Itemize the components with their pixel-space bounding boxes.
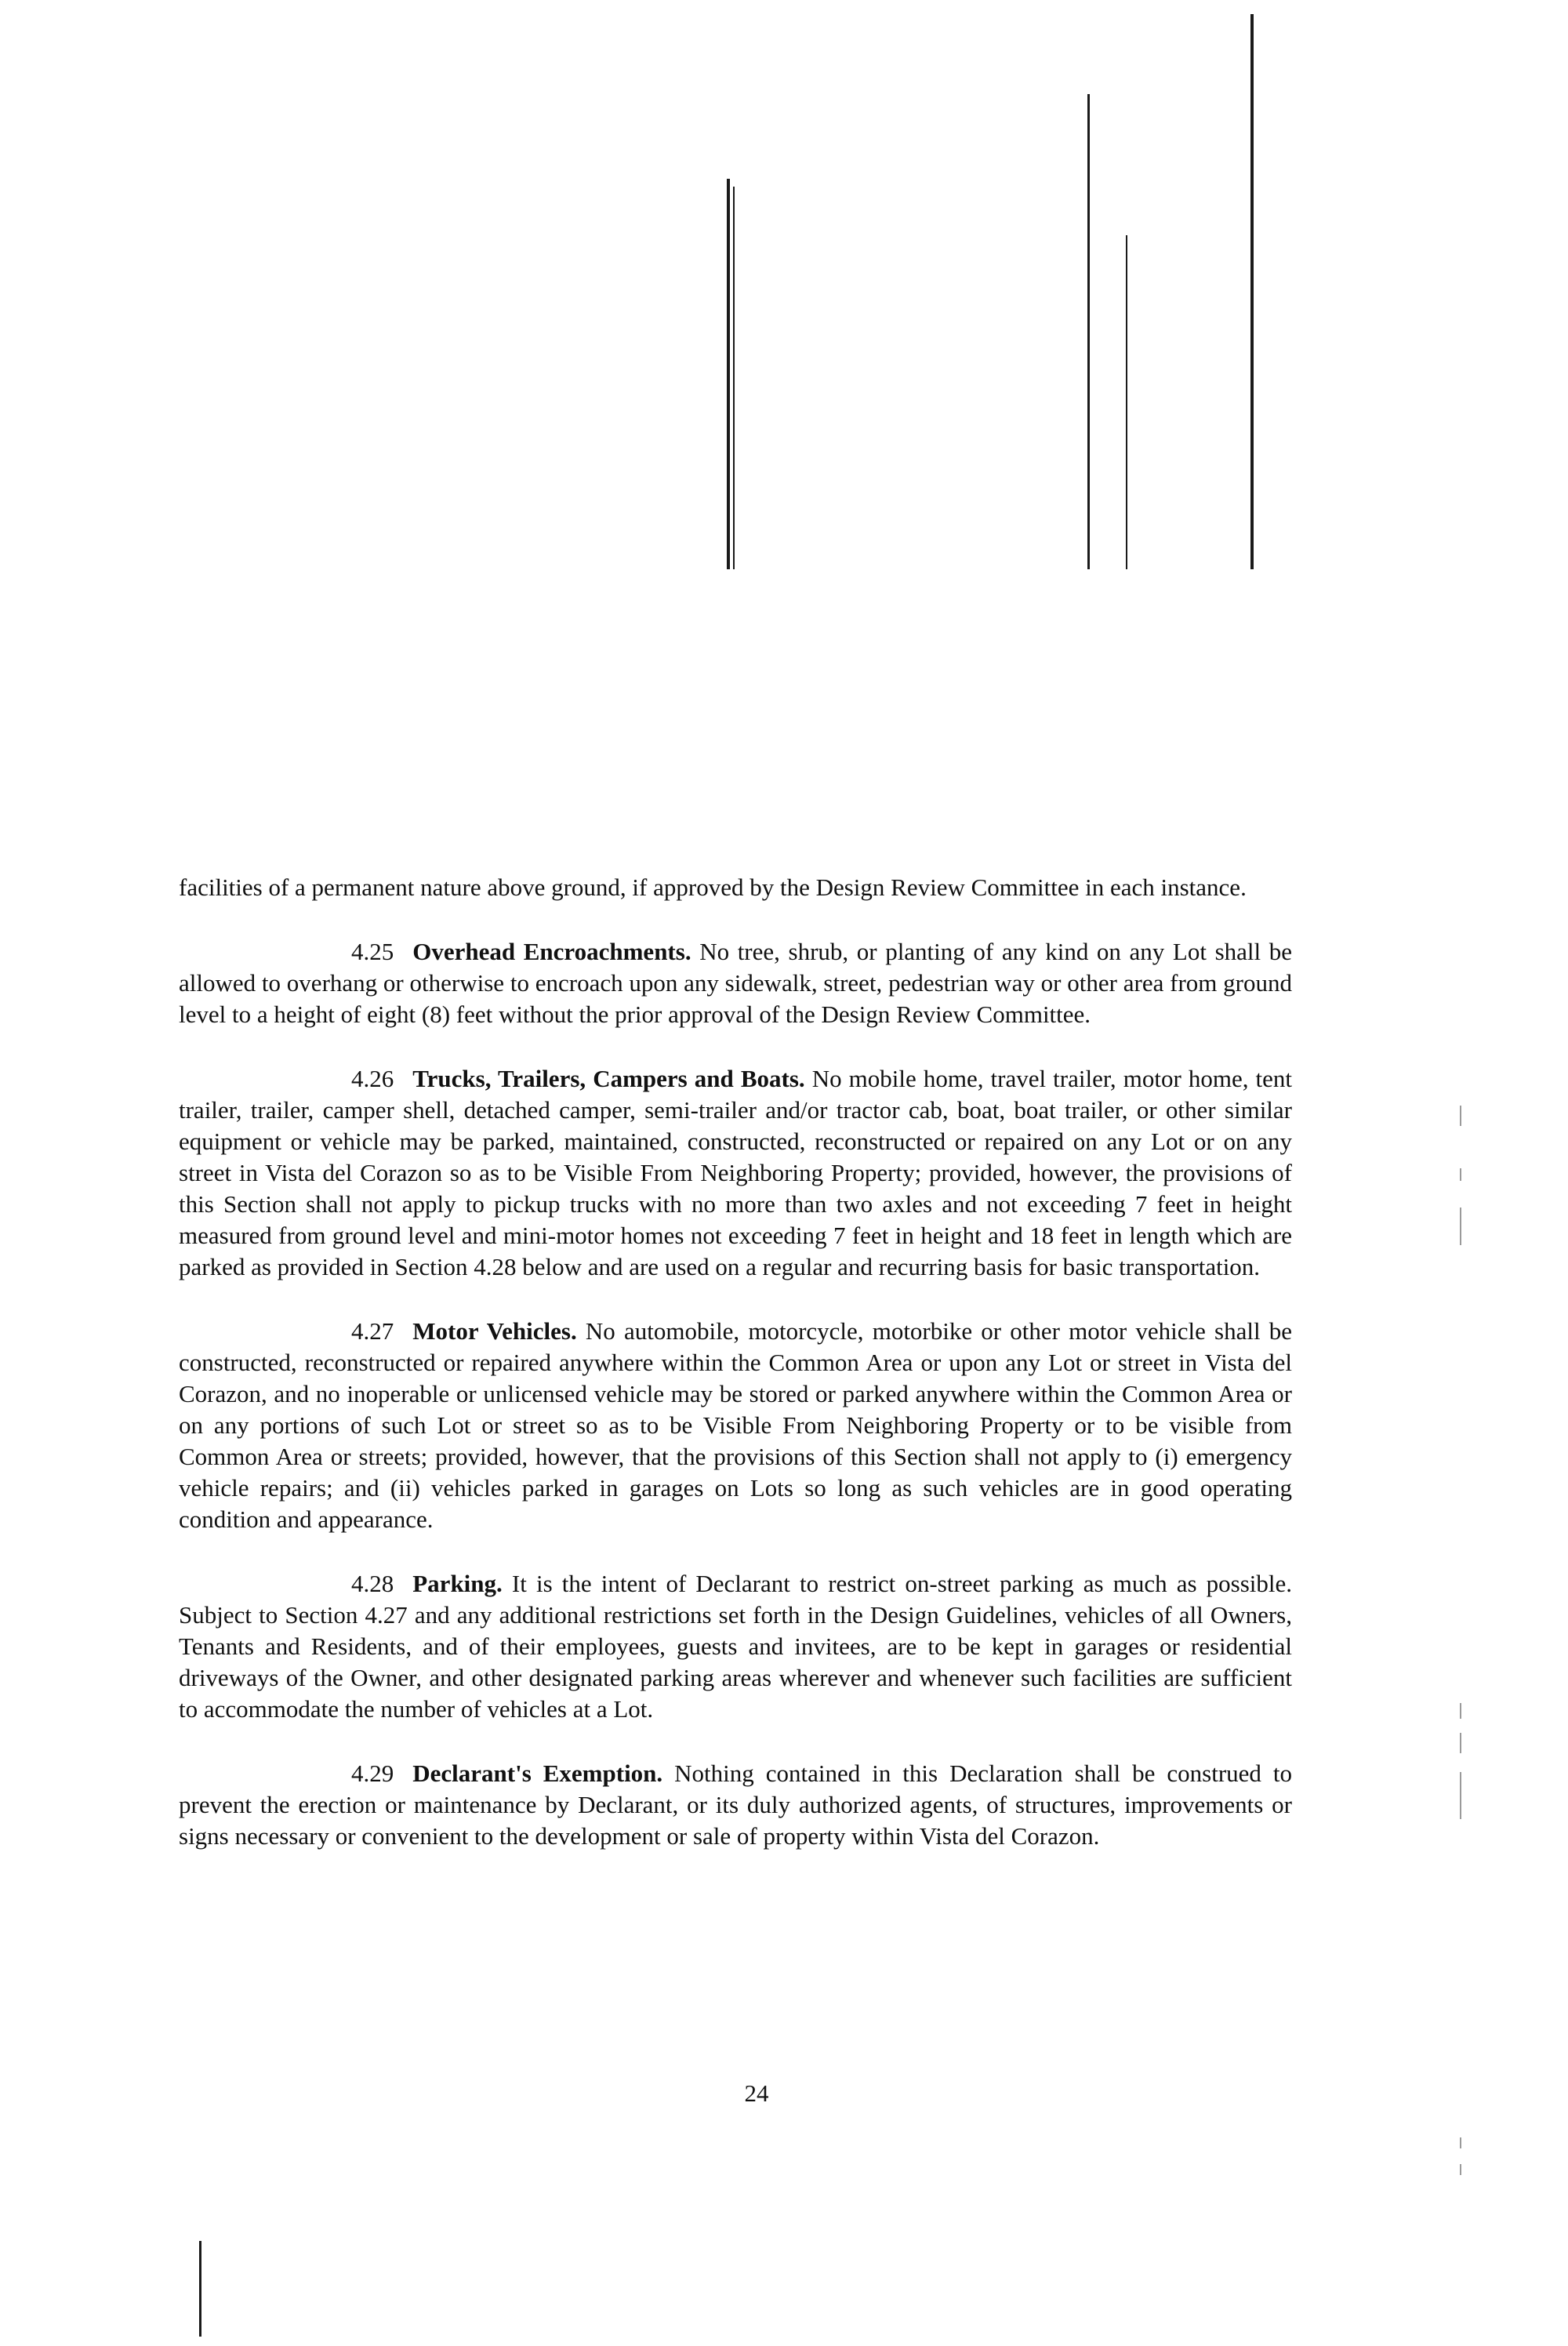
scan-rule-3 [1087,94,1090,569]
section-heading: Motor Vehicles. [412,1317,577,1345]
scan-artifact-6 [1460,1772,1461,1819]
scan-artifact-7 [1460,2137,1461,2148]
section-number: 4.29 [351,1760,394,1787]
scan-artifact-3 [1460,1208,1461,1245]
scan-artifact-8 [1460,2164,1461,2175]
section-4-26 [179,1063,1292,1283]
document-body [179,872,1292,1885]
scan-rule-2 [733,187,735,569]
section-body: No tree, shrub, or planting of any kind on any Lot shall be allowed to overhang or otherwise to encroach upon any sidewalk, street, pedestrian way or other area from ground level to a height of eight (8) feet without the prior approval of the Design Review Committee. [179,938,1292,1028]
scan-rule-1 [727,179,730,569]
section-body: No automobile, motorcycle, motorbike or other motor vehicle shall be constructed, reconstructed or repaired anywhere within the Common Area or upon any Lot or street in Vista del Corazon, and no inoperable or unlicensed vehicle may be stored or parked anywhere within the Common Area or on any portions of such Lot or street so as to be Visible From Neighboring Property or to be visible from Common Area or streets; provided, however, that the provisions of this Section shall not apply to (i) emergency vehicle repairs; and (ii) vehicles parked in garages on Lots so long as such vehicles are in good operating condition and appearance. [179,1317,1292,1533]
scan-artifact-2 [1460,1168,1461,1181]
scan-rule-4 [1126,235,1127,569]
section-number: 4.28 [351,1570,394,1597]
scan-artifact-4 [1460,1703,1461,1719]
scan-rule-5 [1250,14,1254,569]
section-number: 4.27 [351,1317,394,1345]
section-number: 4.26 [351,1065,394,1092]
section-number: 4.25 [351,938,394,965]
section-4-27 [179,1316,1292,1535]
continuation-paragraph: facilities of a permanent nature above ground, if approved by the Design Review Committee in each instance. [179,873,1247,901]
page-number: 24 [744,2079,769,2107]
section-body: It is the intent of Declarant to restrict on-street parking as much as possible. Subject to Section 4.27 and any additional restrictions set forth in the Design Guidelines, vehicles of all Owners, Tenants and Residents, and of their employees, guests and invitees, are to be kept in garages or residential driveways of the Owner, and other designated parking areas wherever and whenever such facilities are sufficient to accommodate the number of vehicles at a Lot. [179,1570,1292,1723]
scan-artifact-1 [1460,1106,1461,1126]
scan-artifact-5 [1460,1733,1461,1753]
section-heading: Declarant's Exemption. [412,1760,663,1787]
section-heading: Trucks, Trailers, Campers and Boats. [412,1065,805,1092]
scan-rule-bottom [199,2241,201,2337]
section-heading: Overhead Encroachments. [412,938,691,965]
section-body: No mobile home, travel trailer, motor home, tent trailer, trailer, camper shell, detached camper, semi-trailer and/or tractor cab, boat, boat trailer, or other similar equipment or vehicle may be parked, maintained, constructed, reconstructed or repaired on any Lot or on any street in Vista del Corazon so as to be Visible From Neighboring Property; provided, however, the provisions of this Section shall not apply to pickup trucks with no more than two axles and not exceeding 7 feet in height measured from ground level and mini-motor homes not exceeding 7 feet in height and 18 feet in length which are parked as provided in Section 4.28 below and are used on a regular and recurring basis for basic transportation. [179,1065,1292,1280]
section-4-25 [179,936,1292,1030]
section-body: Nothing contained in this Declaration shall be construed to prevent the erection or maintenance by Declarant, or its duly authorized agents, of structures, improvements or signs necessary or convenient to the development or sale of property within Vista del Corazon. [179,1760,1292,1850]
section-heading: Parking. [412,1570,503,1597]
section-4-28 [179,1568,1292,1725]
section-4-29 [179,1758,1292,1852]
